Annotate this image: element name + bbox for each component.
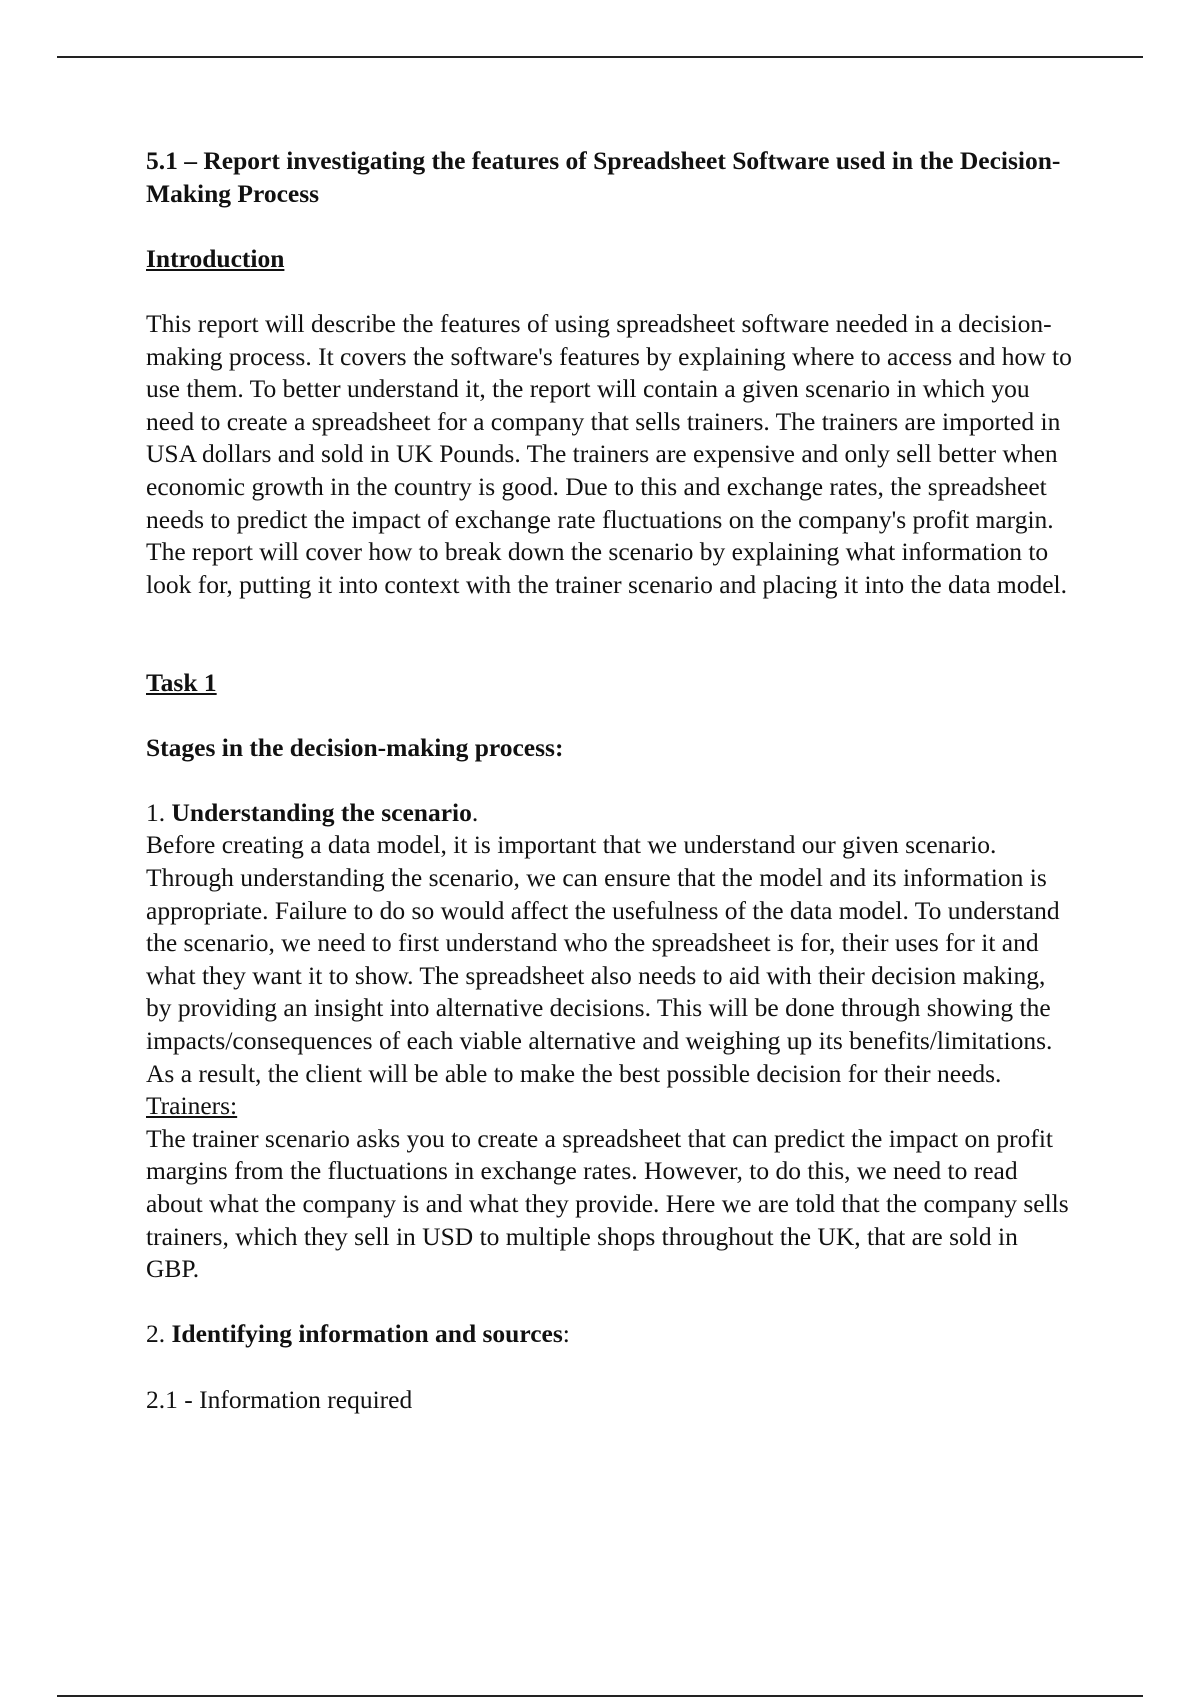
introduction-paragraph: This report will describe the features of using spreadsheet software needed in a decision-making process. It covers the software's features by explaining where to access and how to use them. To better understand it, the report will contain a given scenario in which you need to create a spreadsheet for a company that sells trainers. The trainers are imported in USA dollars and sold in UK Pounds. The trainers are expensive and only sell better when economic growth in the country is good. Due to this and exchange rates, the spreadsheet needs to predict the impact of exchange rate fluctuations on the company's profit margin. The report will cover how to break down the scenario by explaining what information to look for, putting it into context with the trainer scenario and placing it into the data model. [146, 308, 1072, 599]
stage-2-heading [146, 1318, 1076, 1351]
trainers-paragraph: The trainer scenario asks you to create a spreadsheet that can predict the impact on profit margins from the fluctuations in exchange rates. However, to do this, we need to read about what the company is and what they provide. Here we are told that the company sells trainers, which they sell in USD to multiple shops throughout the UK, that are sold in GBP. [146, 1123, 1069, 1284]
stage-2-1-item: 2.1 - Information required [146, 1384, 413, 1414]
footer-rule [57, 1695, 1143, 1697]
trainers-subheading: Trainers: [146, 1091, 238, 1121]
stage-1-number: 1. [146, 797, 166, 827]
stage-2-suffix: : [562, 1319, 570, 1349]
stage-1-paragraph: Before creating a data model, it is important that we understand our given scenario. Through understanding the scenario, we can ensure that the model and its information is appropriate. Failure to do so would affect the usefulness of the data model. To understand the scenario, we need to first understand who the spreadsheet is for, their uses for it and what they want it to show. The spreadsheet also needs to aid with their decision making, by providing an insight into alternative decisions. This will be done through showing the impacts/consequences of each viable alternative and weighing up its benefits/limitations. As a result, the client will be able to make the best possible decision for their needs. [146, 830, 1060, 1088]
stage-2-number: 2. [146, 1319, 166, 1349]
stage-1-heading [146, 797, 1076, 830]
stage-1-title: Understanding the scenario [171, 797, 472, 827]
report-title: 5.1 – Report investigating the features of Spreadsheet Software used in the Decision-Making Process [146, 146, 1061, 208]
stage-2-title: Identifying information and sources [171, 1319, 563, 1349]
stage-1-suffix: . [471, 797, 479, 827]
task-heading: Task 1 [146, 667, 217, 697]
header-rule [57, 56, 1143, 58]
stages-heading: Stages in the decision-making process: [146, 732, 564, 762]
introduction-heading: Introduction [146, 243, 285, 273]
document-body [146, 145, 1076, 1416]
